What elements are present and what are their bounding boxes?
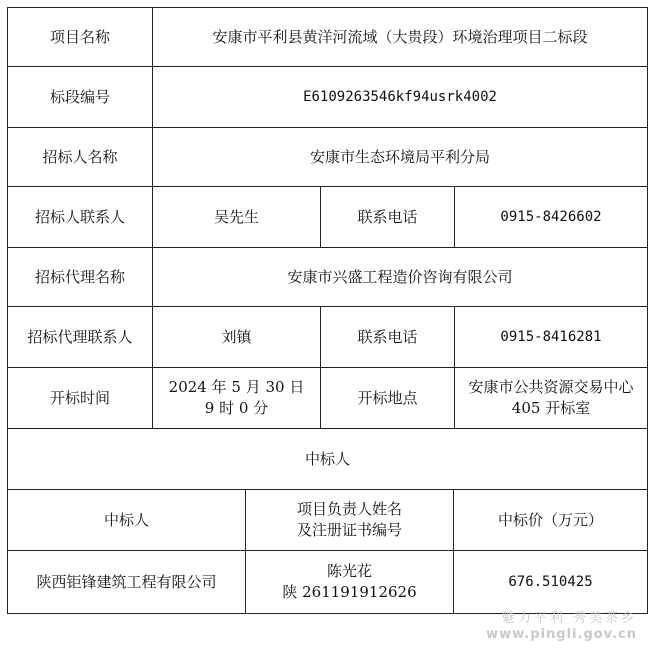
project-name-value: 安康市平利县黄洋河流域（大贵段）环境治理项目二标段 bbox=[153, 8, 648, 67]
open-place-value bbox=[455, 368, 648, 429]
row-winner-header bbox=[8, 490, 648, 551]
open-time-value bbox=[153, 368, 321, 429]
agent-phone-value: 0915-8416281 bbox=[455, 307, 648, 368]
project-name-label: 项目名称 bbox=[8, 8, 153, 67]
manager-name: 陈光花 bbox=[326, 562, 372, 580]
row-agent-contact bbox=[8, 307, 648, 368]
col-manager-header-line1: 项目负责人姓名 bbox=[296, 500, 402, 518]
site-watermark bbox=[486, 611, 637, 643]
col-manager-header-line2: 及注册证书编号 bbox=[296, 521, 402, 539]
agent-contact-label: 招标代理联系人 bbox=[8, 307, 153, 368]
winning-price: 676.510425 bbox=[454, 551, 648, 614]
col-manager-header bbox=[246, 490, 454, 551]
tenderer-contact-value: 吴先生 bbox=[153, 187, 321, 248]
winner-name: 陕西钜锋建筑工程有限公司 bbox=[8, 551, 246, 614]
manager-cert: 陕 261191912626 bbox=[282, 583, 417, 601]
watermark-slogan: 魅力平利 秀美茶乡 bbox=[501, 611, 637, 626]
manager-info bbox=[246, 551, 454, 614]
open-time-label: 开标时间 bbox=[8, 368, 153, 429]
row-tenderer bbox=[8, 128, 648, 187]
tenderer-value: 安康市生态环境局平利分局 bbox=[153, 128, 648, 187]
section-no-label: 标段编号 bbox=[8, 67, 153, 128]
col-price-header: 中标价（万元） bbox=[454, 490, 648, 551]
row-section-no bbox=[8, 67, 648, 128]
row-tenderer-contact bbox=[8, 187, 648, 248]
open-place-line2: 405 开标室 bbox=[511, 399, 591, 417]
tenderer-label: 招标人名称 bbox=[8, 128, 153, 187]
row-agent bbox=[8, 248, 648, 307]
section-no-value: E6109263546kf94usrk4002 bbox=[153, 67, 648, 128]
col-winner-header: 中标人 bbox=[8, 490, 246, 551]
winner-section-title: 中标人 bbox=[8, 429, 648, 490]
row-open-time bbox=[8, 368, 648, 429]
bid-result-table bbox=[7, 7, 648, 614]
agent-label: 招标代理名称 bbox=[8, 248, 153, 307]
row-winner-data bbox=[8, 551, 648, 614]
tenderer-contact-label: 招标人联系人 bbox=[8, 187, 153, 248]
tenderer-phone-value: 0915-8426602 bbox=[455, 187, 648, 248]
open-place-line1: 安康市公共资源交易中心 bbox=[468, 378, 634, 396]
row-winner-title bbox=[8, 429, 648, 490]
agent-phone-label: 联系电话 bbox=[321, 307, 455, 368]
watermark-url: www.pingli.gov.cn bbox=[486, 627, 637, 642]
tenderer-phone-label: 联系电话 bbox=[321, 187, 455, 248]
row-project-name bbox=[8, 8, 648, 67]
open-time-date: 2024 年 5 月 30 日 bbox=[168, 378, 305, 396]
agent-value: 安康市兴盛工程造价咨询有限公司 bbox=[153, 248, 648, 307]
agent-contact-value: 刘镇 bbox=[153, 307, 321, 368]
open-time-hour: 9 时 0 分 bbox=[204, 399, 269, 417]
open-place-label: 开标地点 bbox=[321, 368, 455, 429]
